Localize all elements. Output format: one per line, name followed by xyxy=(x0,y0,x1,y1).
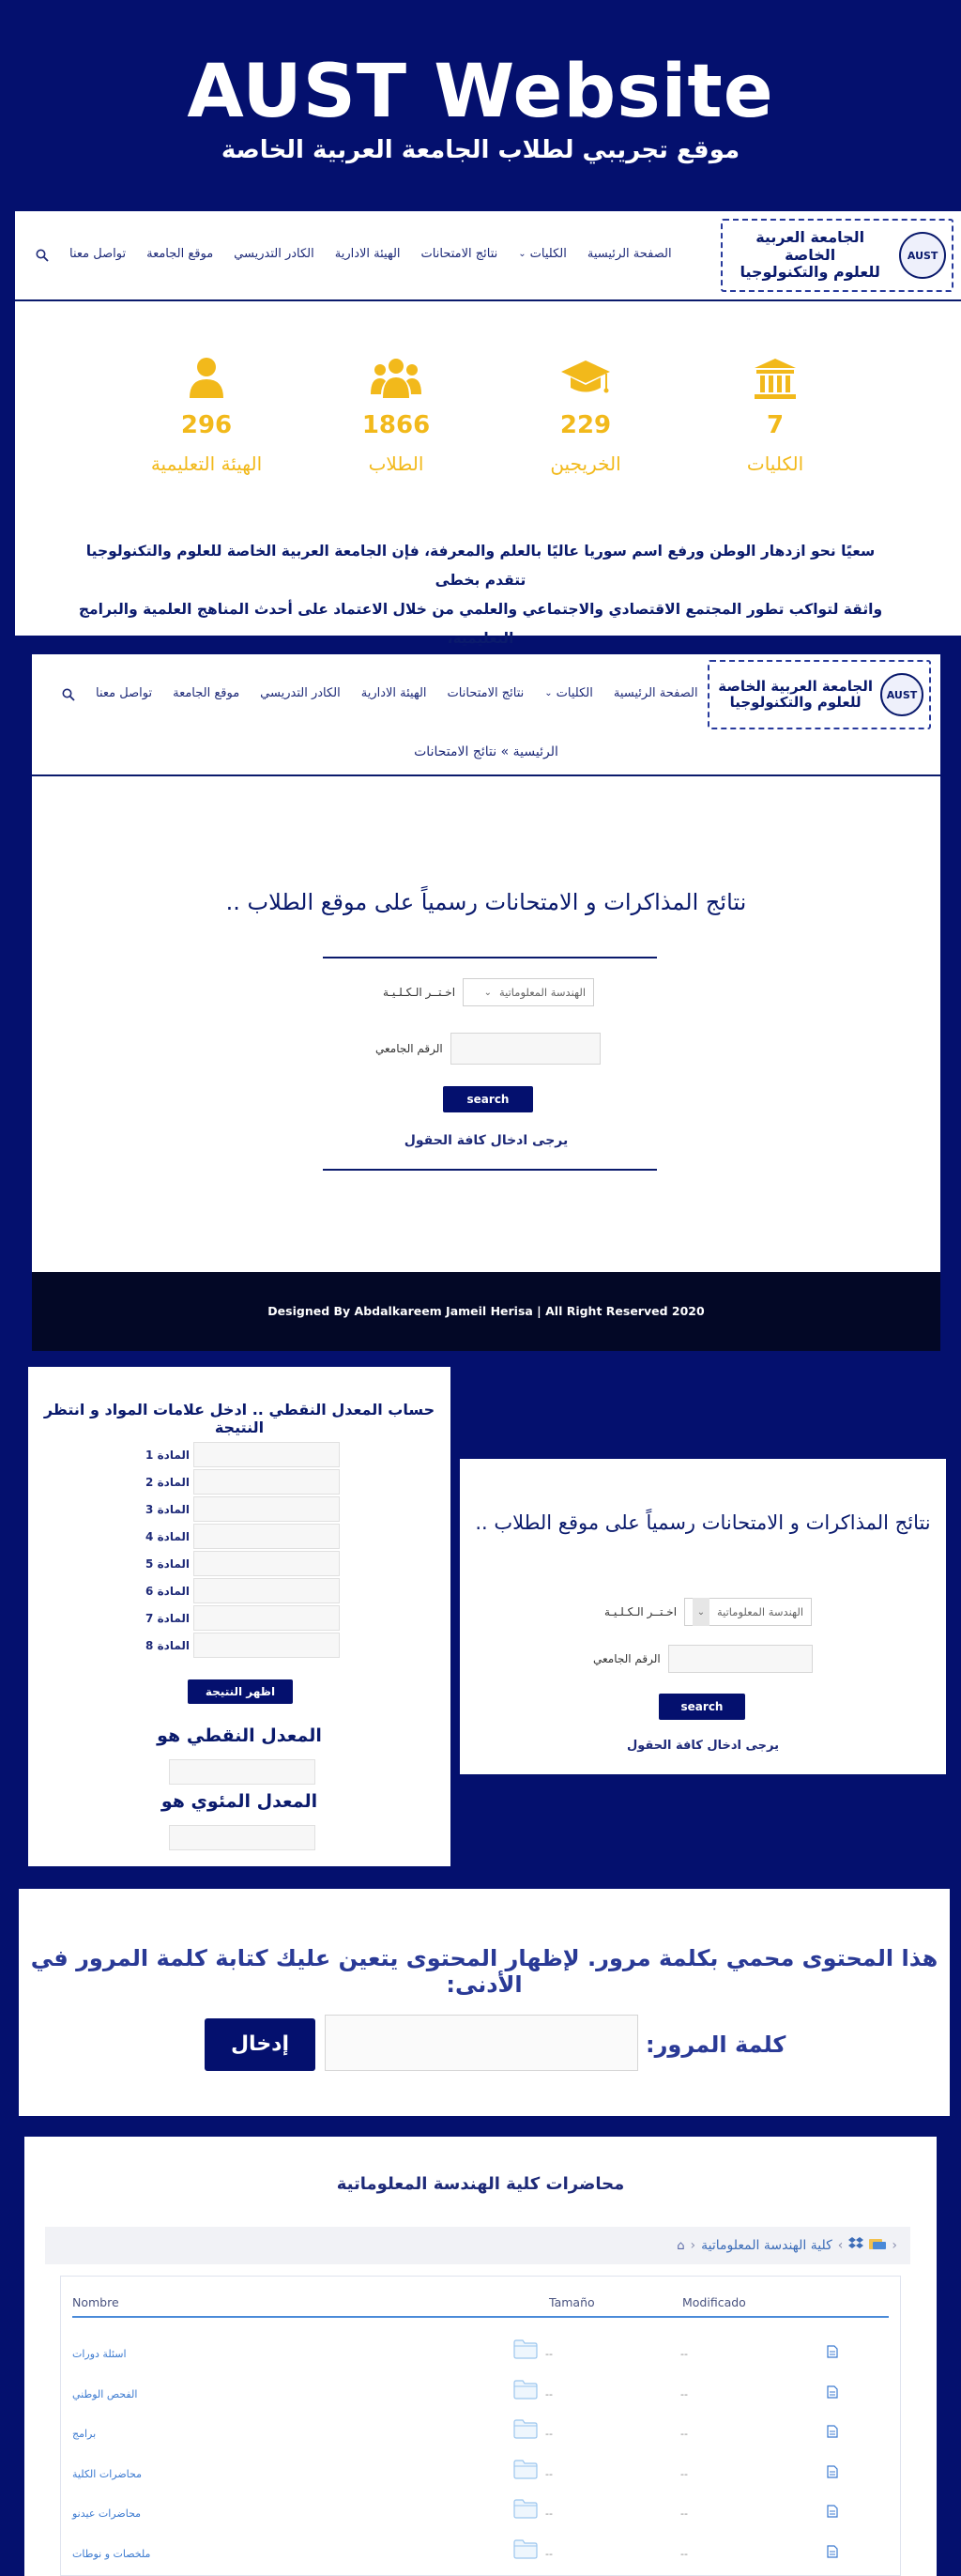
file-details-icon[interactable] xyxy=(827,2424,838,2442)
required-hint: يرجى ادخال كافة الحقول xyxy=(626,1739,780,1753)
nav-exam-results-label: نتائج الامتحانات xyxy=(447,686,525,700)
table-row[interactable] xyxy=(61,2335,900,2374)
stat-students xyxy=(302,357,490,475)
folder-icon xyxy=(513,2379,538,2403)
nav-teaching-staff[interactable] xyxy=(234,247,314,261)
column-modified-header[interactable]: Modificado xyxy=(682,2295,746,2309)
table-row[interactable] xyxy=(61,2494,900,2534)
home-icon[interactable]: ⌂ xyxy=(677,2238,685,2253)
subject-label-5: المادة 5 xyxy=(145,1556,190,1571)
logo-line-1: الجامعة العربية الخاصة xyxy=(755,228,865,264)
stat-teaching-staff xyxy=(113,357,300,475)
file-details-icon[interactable] xyxy=(827,2464,838,2482)
file-modified: -- xyxy=(680,2547,688,2560)
password-submit-button[interactable]: إدخال xyxy=(205,2018,315,2071)
divider-top xyxy=(323,957,657,958)
folder-icon xyxy=(513,2338,538,2363)
stat-graduates xyxy=(492,357,679,475)
student-id-row xyxy=(593,1645,813,1673)
stat-students-value: 1866 xyxy=(361,411,431,439)
logo-line-2: للعلوم والتكنولوجيا xyxy=(740,263,880,282)
breadcrumb-home[interactable]: الرئيسية xyxy=(512,744,558,759)
nav-university-site[interactable] xyxy=(146,247,213,261)
faculty-label: اخـتــر الـكـلـيـة xyxy=(604,1605,678,1618)
subject-label-3: المادة 3 xyxy=(145,1502,190,1516)
file-details-icon[interactable] xyxy=(827,2504,838,2522)
subject-label-2: المادة 2 xyxy=(145,1475,190,1489)
logo-line-2: للعلوم والتكنولوجيا xyxy=(729,694,862,711)
logo-seal: AUST xyxy=(899,232,946,279)
subject-input-3[interactable] xyxy=(193,1496,340,1522)
student-id-row xyxy=(375,1033,601,1065)
nav-teaching-staff-label: الكادر التدريسي xyxy=(234,247,314,261)
folder-icon xyxy=(513,2459,538,2483)
stat-graduates-label: الخريجين xyxy=(550,452,621,475)
users-icon xyxy=(371,357,421,400)
file-name[interactable]: محاضرات الكلية xyxy=(72,2467,143,2480)
folder-icon xyxy=(513,2498,538,2522)
calc-title: حساب المعدل النقطي .. ادخل علامات المواد و انتظر النتيجة xyxy=(43,1401,435,1436)
search-icon[interactable] xyxy=(36,248,49,261)
password-panel xyxy=(19,1889,950,2116)
student-id-input[interactable] xyxy=(450,1033,601,1065)
stat-teaching-staff-label: الهيئة التعليمية xyxy=(150,452,263,475)
password-message: هذا المحتوى محمي بكلمة مرور. لإظهار المحتوى يتعين عليك كتابة كلمة المرور في الأدنى: xyxy=(30,1945,938,1998)
column-name-header[interactable]: Nombre xyxy=(72,2295,119,2309)
student-id-input[interactable] xyxy=(668,1645,813,1673)
file-details-icon[interactable] xyxy=(827,2344,838,2362)
subject-label-6: المادة 6 xyxy=(145,1584,190,1598)
file-modified: -- xyxy=(680,2467,688,2480)
hero-title: AUST Website xyxy=(187,50,774,134)
logo[interactable] xyxy=(708,660,931,729)
nav-admin-board[interactable] xyxy=(335,247,401,261)
subject-input-5[interactable] xyxy=(193,1551,340,1576)
table-row[interactable] xyxy=(61,2455,900,2494)
folder-path-label[interactable]: كلية الهندسة المعلوماتية xyxy=(701,2238,832,2253)
table-header-divider xyxy=(72,2316,889,2318)
nav-admin-board[interactable] xyxy=(361,686,427,700)
file-name[interactable]: ملخصات و نوطات xyxy=(72,2547,151,2560)
file-size: -- xyxy=(545,2507,553,2520)
breadcrumb-current: نتائج الامتحانات xyxy=(414,744,497,759)
subject-row-3 xyxy=(145,1496,340,1522)
nav-university-site[interactable] xyxy=(173,686,239,700)
nav-university-site-label: موقع الجامعة xyxy=(173,686,240,700)
subject-input-8[interactable] xyxy=(193,1633,340,1658)
nav-home[interactable] xyxy=(614,686,698,700)
nav-university-site-label: موقع الجامعة xyxy=(146,247,214,261)
lectures-title: محاضرات كلية الهندسة المعلوماتية xyxy=(336,2174,625,2194)
subject-input-6[interactable] xyxy=(193,1578,340,1603)
footer-credit: Designed By Abdalkareem Jameil Herisa | All Right Reserved 2020 xyxy=(267,1304,705,1318)
nav-contact-label: تواصل معنا xyxy=(96,686,153,700)
main-nav xyxy=(62,686,698,700)
logo[interactable] xyxy=(721,219,953,292)
gpa-calculator-panel xyxy=(28,1367,450,1866)
faculty-label: اخـتــر الـكـلـيـة xyxy=(383,986,456,999)
file-modified: -- xyxy=(680,2387,688,2400)
subject-input-1[interactable] xyxy=(193,1442,340,1467)
nav-faculties[interactable] xyxy=(544,686,593,700)
file-name[interactable]: برامج xyxy=(72,2428,97,2440)
subject-row-7 xyxy=(145,1605,340,1631)
file-rows xyxy=(61,2323,900,2575)
subject-row-4 xyxy=(145,1524,340,1549)
subject-row-2 xyxy=(145,1469,340,1495)
column-size-header[interactable]: Tamaño xyxy=(549,2295,595,2309)
file-name[interactable]: محاضرات عيدنو xyxy=(72,2507,142,2520)
faculty-row xyxy=(604,1598,812,1626)
folder-icon xyxy=(513,2538,538,2563)
file-size: -- xyxy=(545,2428,553,2440)
subject-input-2[interactable] xyxy=(193,1469,340,1495)
lectures-panel xyxy=(24,2137,937,2576)
breadcrumb-separator: » xyxy=(500,744,510,759)
results-form-panel xyxy=(460,1459,946,1774)
subject-input-7[interactable] xyxy=(193,1605,340,1631)
stat-graduates-value: 229 xyxy=(559,411,612,439)
stat-faculties-value: 7 xyxy=(766,411,785,439)
subject-row-8 xyxy=(145,1633,340,1658)
nav-contact-label: تواصل معنا xyxy=(69,247,127,261)
faculty-select[interactable] xyxy=(684,1598,812,1626)
building-icon xyxy=(753,357,798,400)
stat-faculties-label: الكليات xyxy=(746,452,804,475)
chevron-down-icon: ⌄ xyxy=(693,1598,709,1626)
file-size: -- xyxy=(545,2348,553,2360)
subject-label-7: المادة 7 xyxy=(145,1611,190,1625)
folder-icon xyxy=(513,2418,538,2443)
file-modified: -- xyxy=(680,2348,688,2360)
user-icon xyxy=(188,357,225,400)
file-size: -- xyxy=(545,2547,553,2560)
student-id-label: الرقم الجامعي xyxy=(375,1042,443,1055)
file-name[interactable]: الفحص الوطني xyxy=(72,2387,138,2400)
chevron-down-icon: ⌄ xyxy=(483,987,492,998)
percent-label: المعدل المئوي هو xyxy=(160,1791,318,1812)
main-nav xyxy=(36,247,672,261)
required-hint: يرجى ادخال كافة الحقول xyxy=(404,1133,569,1148)
divider-bottom xyxy=(323,1169,657,1171)
stat-teaching-staff-value: 296 xyxy=(180,411,233,439)
folder-tree-icon[interactable] xyxy=(869,2237,886,2254)
file-modified: -- xyxy=(680,2507,688,2520)
show-result-button[interactable]: اظهر النتيجة xyxy=(188,1679,293,1704)
faculty-select-value: الهندسة المعلوماتية xyxy=(498,986,587,999)
results-site-header xyxy=(32,654,940,776)
nav-exam-results[interactable] xyxy=(448,686,525,700)
nav-teaching-staff-label: الكادر التدريسي xyxy=(260,686,341,700)
file-name[interactable]: اسئلة دورات xyxy=(72,2348,127,2360)
chevron-down-icon: ⌄ xyxy=(544,688,553,698)
nav-faculties[interactable] xyxy=(518,247,567,261)
table-row[interactable] xyxy=(61,2375,900,2415)
subject-label-4: المادة 4 xyxy=(145,1529,190,1543)
nav-home-label: الصفحة الرئيسية xyxy=(587,247,672,261)
stat-students-label: الطلاب xyxy=(368,452,424,475)
logo-seal: AUST xyxy=(880,673,923,716)
nav-contact[interactable] xyxy=(69,247,126,261)
nav-exam-results-label: نتائج الامتحانات xyxy=(420,247,498,261)
faculty-row xyxy=(383,978,594,1006)
file-details-icon[interactable] xyxy=(827,2384,838,2402)
graduation-cap-icon xyxy=(559,357,612,400)
gpa-label: المعدل النقطي هو xyxy=(157,1725,322,1746)
subject-row-5 xyxy=(145,1551,340,1576)
table-row[interactable] xyxy=(61,2415,900,2454)
subject-label-1: المادة 1 xyxy=(145,1448,190,1462)
nav-contact[interactable] xyxy=(96,686,152,700)
chevron-down-icon: ⌄ xyxy=(518,249,526,259)
results-title: نتائج المذاكرات و الامتحانات رسمياً على موقع الطلاب .. xyxy=(225,889,747,915)
password-input[interactable] xyxy=(325,2015,638,2071)
nav-faculties-label: الكليات xyxy=(556,686,593,700)
search-button[interactable]: search xyxy=(659,1694,745,1720)
file-modified: -- xyxy=(680,2428,688,2440)
nav-exam-results[interactable] xyxy=(421,247,498,261)
chevron-right-icon: › xyxy=(690,2238,696,2253)
chevron-right-icon: › xyxy=(892,2238,897,2253)
results-title: نتائج المذاكرات و الامتحانات رسمياً على موقع الطلاب .. xyxy=(475,1511,931,1534)
table-row[interactable] xyxy=(61,2535,900,2574)
nav-home[interactable] xyxy=(587,247,672,261)
file-size: -- xyxy=(545,2467,553,2480)
folder-path xyxy=(45,2227,910,2264)
file-table xyxy=(60,2276,901,2576)
logo-line-1: الجامعة العربية الخاصة xyxy=(718,677,873,695)
subject-row-6 xyxy=(145,1578,340,1603)
results-page-panel xyxy=(32,654,940,1351)
nav-admin-board-label: الهيئة الادارية xyxy=(360,686,427,700)
search-icon[interactable] xyxy=(62,687,75,700)
about-line-2: واثقة لتواكب تطور المجتمع الاقتصادي والاجتماعي والعلمي من خلال الاعتماد على أحدث المناهج العلمية والبرامج التعليمية، xyxy=(78,601,883,647)
chevron-left-icon: ‹ xyxy=(837,2238,844,2253)
nav-home-label: الصفحة الرئيسية xyxy=(613,686,698,700)
nav-faculties-label: الكليات xyxy=(529,247,567,261)
subject-row-1 xyxy=(145,1442,340,1467)
subject-label-8: المادة 8 xyxy=(145,1638,190,1652)
breadcrumb xyxy=(32,744,940,759)
faculty-select-value: الهندسة المعلوماتية xyxy=(716,1605,804,1618)
faculty-select[interactable] xyxy=(463,978,594,1006)
site-footer xyxy=(32,1272,940,1351)
stat-faculties xyxy=(681,357,869,475)
subject-input-4[interactable] xyxy=(193,1524,340,1549)
site-header xyxy=(15,211,961,301)
dropbox-icon xyxy=(848,2237,863,2254)
gpa-output xyxy=(169,1759,315,1785)
file-details-icon[interactable] xyxy=(827,2544,838,2562)
nav-admin-board-label: الهيئة الادارية xyxy=(334,247,401,261)
student-id-label: الرقم الجامعي xyxy=(593,1652,661,1665)
hero-subtitle: موقع تجريبي لطلاب الجامعة العربية الخاصة xyxy=(221,136,740,164)
nav-teaching-staff[interactable] xyxy=(260,686,341,700)
file-size: -- xyxy=(545,2387,553,2400)
password-label: كلمة المرور: xyxy=(646,2032,786,2058)
search-button[interactable]: search xyxy=(443,1086,533,1112)
percent-output xyxy=(169,1825,315,1850)
about-line-1: سعيًا نحو ازدهار الوطن ورفع اسم سوريا عاليًا بالعلم والمعرفة، فإن الجامعة العربية الخاصة للعلوم والتكنولوجيا تتقدم بخطى xyxy=(85,543,876,589)
